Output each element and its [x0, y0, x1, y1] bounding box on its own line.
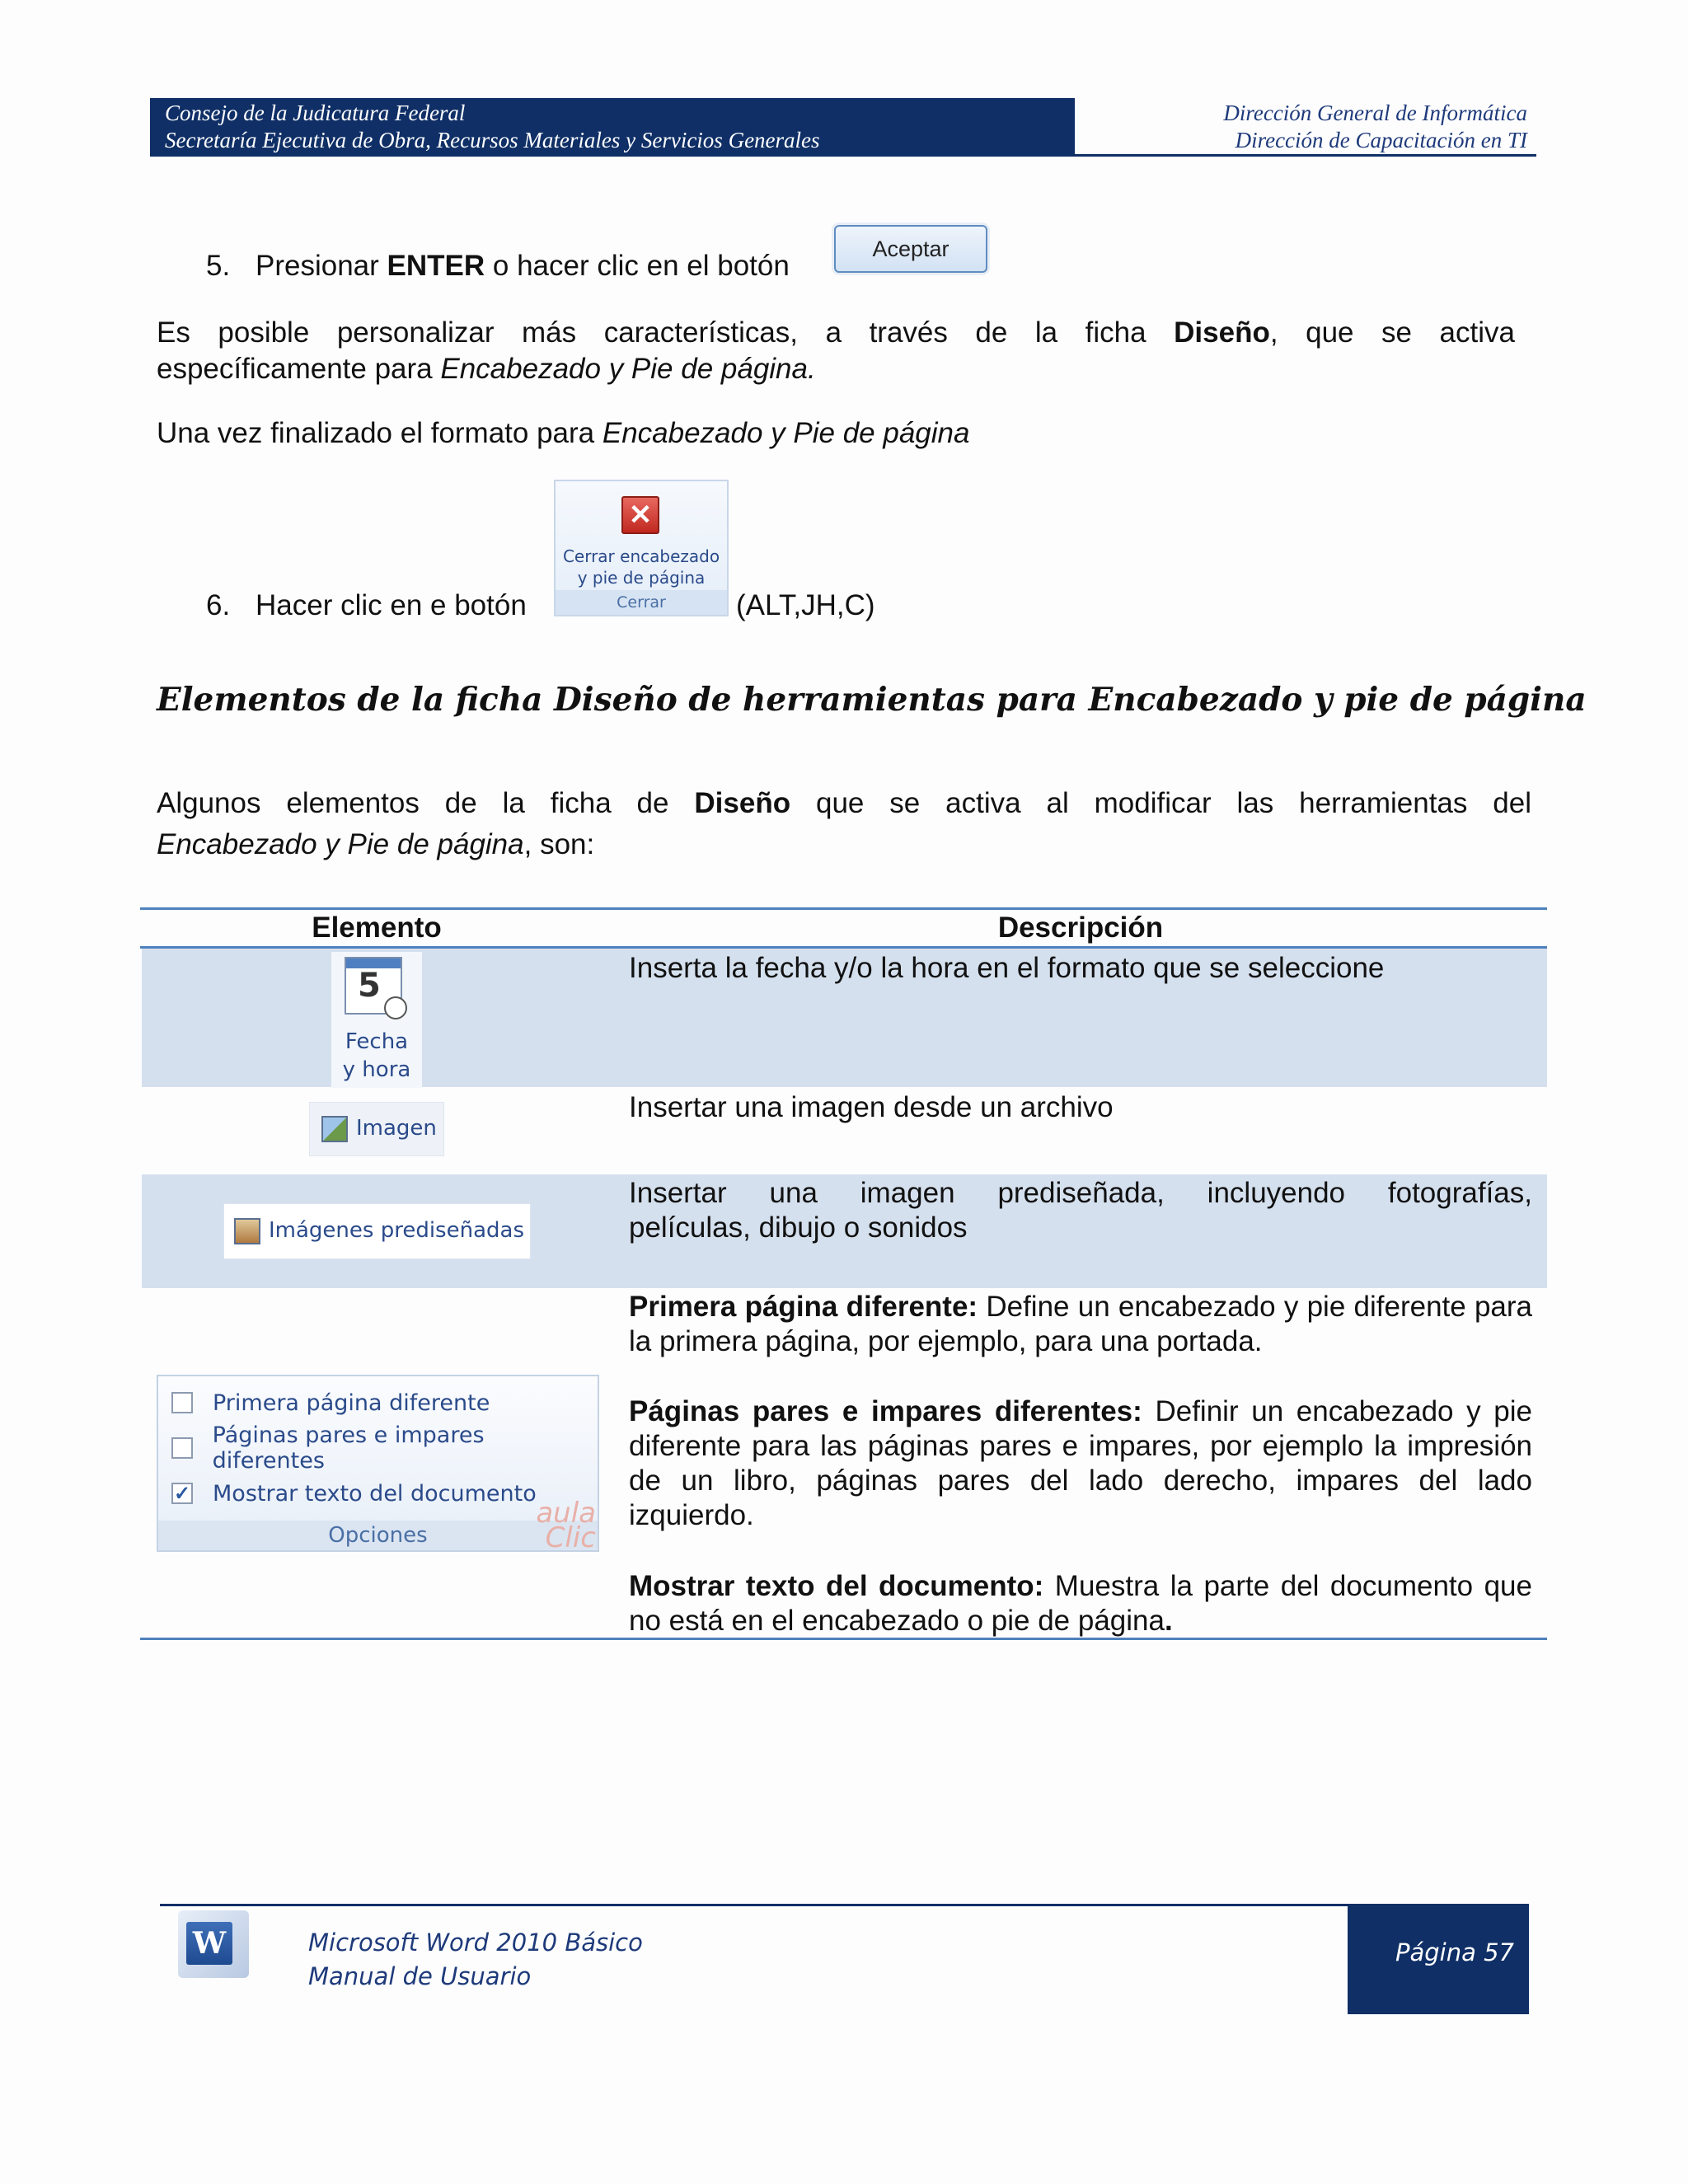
- options-group: [157, 1375, 599, 1552]
- section-heading: Elementos de la ficha Diseño de herramientas para Encabezado y pie de página: [157, 681, 1587, 719]
- step6-shortcut: (ALT,JH,C): [736, 589, 875, 621]
- clock-icon: [384, 996, 407, 1019]
- word-logo-icon: W: [178, 1910, 249, 1978]
- clip-art-icon: [234, 1218, 260, 1244]
- table-header-rule: [140, 946, 1547, 949]
- header-rule: [150, 154, 1536, 157]
- row3-description-line1: Insertar una imagen prediseñada, incluyendo fotografías,: [629, 1177, 1532, 1209]
- odd-even-different-option[interactable]: [171, 1422, 598, 1474]
- header-left-line2: Secretaría Ejecutiva de Obra, Recursos Materiales y Servicios Generales: [165, 128, 820, 152]
- odd-even-different-label: Páginas pares e impares diferentes: [212, 1422, 485, 1474]
- para2: Una vez finalizado el formato para Encabezado y Pie de página: [157, 417, 970, 449]
- para1-line1: Es posible personalizar más características, a través de la ficha Diseño, que se activa: [157, 316, 1515, 349]
- para1-line2: específicamente para Encabezado y Pie de página.: [157, 353, 816, 385]
- row1-description: Inserta la fecha y/o la hora en el formato que se seleccione: [629, 952, 1385, 984]
- intro-line2: Encabezado y Pie de página, son:: [157, 828, 595, 860]
- row4-item-odd-even: Páginas pares e impares diferentes: Definir un encabezado y pie diferente para las páginas pares e impares, por ejemplo la impresión de un libro, páginas pares del lado derecho, impares del lado izquierdo.: [629, 1395, 1532, 1531]
- calendar-icon: 5: [345, 957, 402, 1015]
- picture-label: Imagen: [356, 1116, 437, 1141]
- table-top-rule: [140, 907, 1547, 910]
- show-document-text-option[interactable]: [171, 1479, 537, 1508]
- step5-text: Presionar ENTER o hacer clic en el botón: [256, 250, 790, 282]
- header-right-line2: Dirección de Capacitación en TI: [1235, 128, 1527, 152]
- step6-number: 6.: [206, 589, 231, 621]
- options-group-label: Opciones: [158, 1521, 598, 1550]
- show-document-text-checkbox[interactable]: ✓: [171, 1483, 193, 1504]
- header-right-line1: Dirección General de Informática: [1223, 101, 1527, 125]
- close-icon: ✕: [621, 496, 659, 534]
- close-button-label-line2: y pie de página: [577, 568, 706, 588]
- close-button-label-line1: Cerrar encabezado: [562, 546, 720, 566]
- footer-rule: [160, 1904, 1528, 1906]
- first-page-different-option[interactable]: [171, 1388, 490, 1418]
- show-document-text-label: Mostrar texto del documento: [213, 1480, 537, 1507]
- date-time-label-line1: Fecha: [345, 1029, 409, 1054]
- table-header-descripcion: Descripción: [997, 912, 1164, 944]
- footer-title: Microsoft Word 2010 Básico: [308, 1929, 643, 1957]
- date-time-label-line2: y hora: [342, 1057, 411, 1082]
- row4-item-show-text: Mostrar texto del documento: Muestra la parte del documento que no está en el encabezado o pie de página.: [629, 1570, 1532, 1637]
- close-group-label: Cerrar: [556, 590, 727, 615]
- row4-item-first-page: Primera página diferente: Define un encabezado y pie diferente para la primera página, por ejemplo, para una portada.: [629, 1291, 1533, 1357]
- step5-number: 5.: [206, 250, 231, 282]
- table-header-elemento: Elemento: [312, 912, 442, 944]
- row3-description-line2: películas, dibujo o sonidos: [629, 1212, 968, 1244]
- aceptar-button[interactable]: Aceptar: [834, 225, 987, 273]
- footer-subtitle: Manual de Usuario: [308, 1962, 532, 1990]
- watermark-logo: aula Clic: [536, 1497, 596, 1554]
- clip-art-button[interactable]: [223, 1203, 531, 1259]
- odd-even-different-checkbox[interactable]: [171, 1437, 193, 1459]
- page-number: Página 57: [1395, 1938, 1514, 1966]
- clip-art-label: Imágenes prediseñadas: [269, 1218, 524, 1243]
- intro-line1: Algunos elementos de la ficha de Diseño que se activa al modificar las herramientas del: [157, 787, 1532, 819]
- first-page-different-checkbox[interactable]: [171, 1392, 193, 1413]
- row2-description: Insertar una imagen desde un archivo: [629, 1091, 1114, 1123]
- step6-text: Hacer clic en e botón: [256, 589, 527, 621]
- header-left-line1: Consejo de la Judicatura Federal: [165, 101, 466, 125]
- close-header-footer-button[interactable]: [554, 480, 729, 616]
- date-time-button[interactable]: [331, 952, 422, 1088]
- first-page-different-label: Primera página diferente: [213, 1390, 490, 1416]
- picture-button[interactable]: [309, 1102, 444, 1156]
- picture-icon: [321, 1116, 348, 1142]
